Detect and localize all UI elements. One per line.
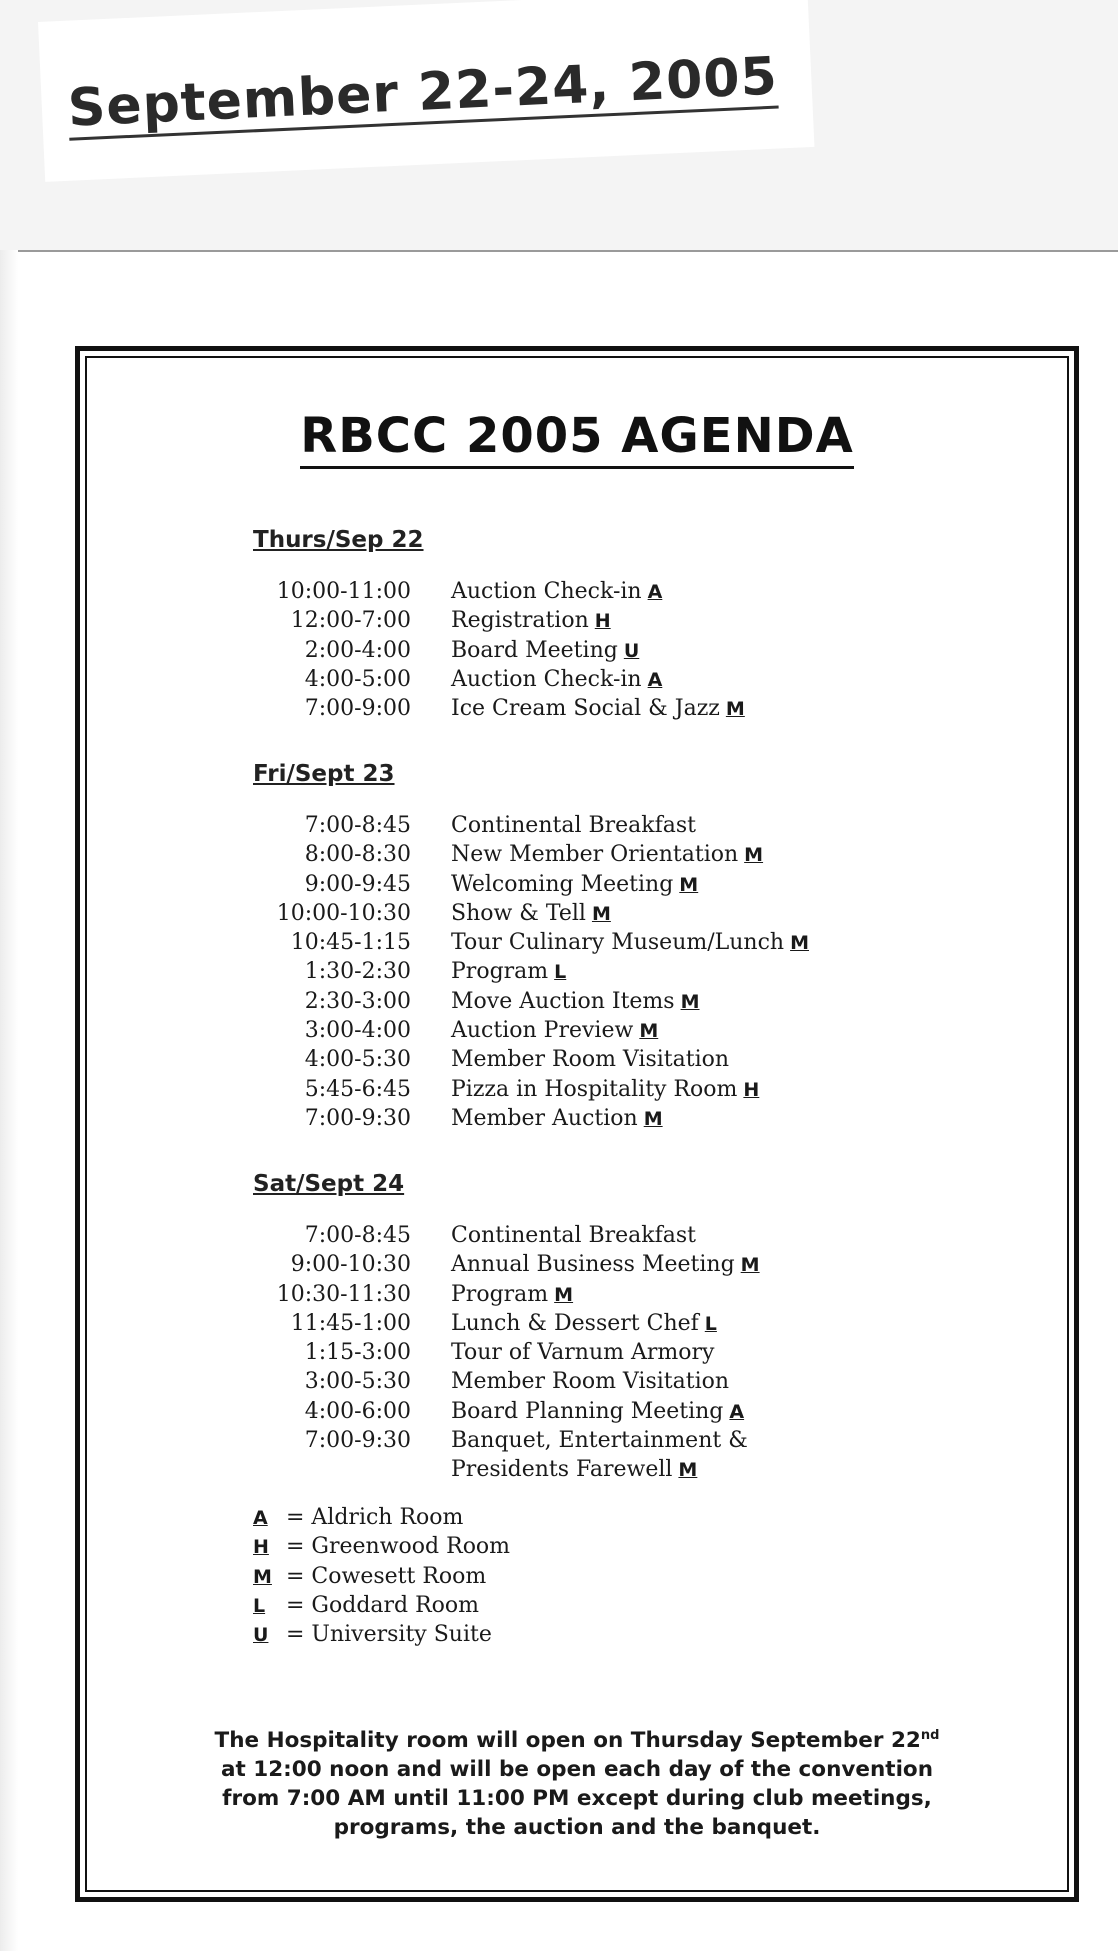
- event-time: 5:45-6:45: [304, 1076, 411, 1102]
- schedule-fri: [253, 811, 953, 1133]
- schedule-row: [253, 1221, 953, 1250]
- event-time: 7:00-9:00: [304, 696, 411, 722]
- event-time: 9:00-9:45: [304, 871, 411, 897]
- event-title: Ice Cream Social & Jazz: [451, 696, 720, 722]
- schedule-row: [253, 1045, 953, 1074]
- event-time: 7:00-8:45: [304, 813, 411, 838]
- legend-code: U: [253, 1624, 269, 1647]
- event-title: Auction Check-in: [451, 579, 642, 604]
- room-code: M: [790, 932, 809, 955]
- event-time: 2:00-4:00: [304, 637, 411, 663]
- event-title: Auction Check-in: [451, 666, 642, 692]
- schedule-row: [253, 636, 953, 665]
- day-heading-sat: Sat/Sept 24: [253, 1171, 405, 1197]
- event-time: 3:00-5:30: [304, 1369, 411, 1395]
- event-time: 10:30-11:30: [276, 1281, 411, 1307]
- schedule-thu: [253, 577, 953, 723]
- note-line-1-suffix: nd: [920, 1728, 940, 1743]
- date-clipping: [38, 0, 814, 182]
- schedule-row: [253, 899, 953, 928]
- schedule-row: [253, 694, 953, 723]
- room-code: M: [639, 1020, 659, 1043]
- event-title: Program: [451, 1281, 549, 1307]
- event-title: Member Room Visitation: [451, 1369, 730, 1395]
- event-time: 4:00-5:30: [304, 1047, 411, 1073]
- event-title: Presidents Farewell: [451, 1457, 673, 1483]
- room-code: H: [594, 610, 611, 633]
- schedule-row: [253, 811, 953, 840]
- schedule-row: [253, 577, 953, 606]
- legend-item: [253, 1562, 510, 1591]
- day-heading-fri: Fri/Sept 23: [253, 761, 395, 787]
- schedule-sat: [253, 1221, 953, 1485]
- legend-code: L: [253, 1594, 266, 1617]
- legend-item: [253, 1532, 510, 1561]
- schedule-row: [253, 840, 953, 869]
- legend-room: = University Suite: [286, 1622, 492, 1648]
- schedule-row: [253, 1250, 953, 1279]
- room-code: M: [679, 873, 699, 896]
- event-time: 7:00-8:45: [304, 1223, 411, 1248]
- event-time: 10:00-11:00: [276, 579, 411, 604]
- event-time: 12:00-7:00: [290, 608, 411, 634]
- note-line-1-text: The Hospitality room will open on Thursday September 22: [214, 1728, 921, 1754]
- schedule-row: [253, 606, 953, 635]
- legend-item: [253, 1591, 510, 1620]
- event-time: 10:00-10:30: [276, 900, 411, 926]
- event-time: 1:15-3:00: [304, 1340, 411, 1366]
- schedule-row: [253, 870, 953, 899]
- room-code: A: [647, 668, 663, 691]
- page-edge-shadow: [0, 250, 18, 1951]
- event-time: 4:00-5:00: [304, 666, 411, 692]
- schedule-row: [253, 1397, 953, 1426]
- note-line-4: programs, the auction and the banquet.: [333, 1815, 821, 1841]
- event-title: Show & Tell: [451, 900, 586, 926]
- room-code: M: [680, 990, 700, 1013]
- room-code: M: [678, 1459, 698, 1482]
- schedule-row: [253, 1309, 953, 1338]
- event-time: 4:00-6:00: [304, 1398, 411, 1424]
- event-title: Registration: [451, 608, 589, 634]
- room-code: A: [647, 581, 663, 603]
- note-line-3: from 7:00 AM until 11:00 PM except during club meetings,: [222, 1786, 932, 1812]
- legend-room: = Aldrich Room: [286, 1505, 464, 1530]
- hospitality-note: [140, 1721, 1014, 1842]
- schedule-row: [253, 1455, 953, 1484]
- legend-item: [253, 1620, 510, 1649]
- event-title: Continental Breakfast: [451, 1223, 697, 1248]
- event-title: Auction Preview: [451, 1018, 634, 1044]
- event-time: 8:00-8:30: [304, 842, 411, 868]
- event-time: 3:00-4:00: [304, 1018, 411, 1044]
- schedule-row: [253, 1016, 953, 1045]
- event-time: 2:30-3:00: [304, 988, 411, 1014]
- room-code: L: [554, 961, 567, 984]
- legend-room: = Goddard Room: [286, 1592, 480, 1618]
- event-title: Member Room Visitation: [451, 1047, 730, 1073]
- note-line-1: [140, 1721, 1014, 1755]
- legend-code: A: [253, 1507, 268, 1529]
- room-code: M: [643, 1107, 663, 1130]
- event-title: Banquet, Entertainment &: [451, 1428, 748, 1454]
- room-code: U: [623, 639, 640, 662]
- schedule-row: [253, 665, 953, 694]
- clipping-date: September 22-24, 2005: [67, 49, 779, 141]
- schedule-row: [253, 1280, 953, 1309]
- event-time: 1:30-2:30: [304, 959, 411, 985]
- room-legend: [253, 1503, 510, 1649]
- room-code: M: [591, 902, 611, 925]
- room-code: M: [725, 698, 745, 721]
- event-title: Continental Breakfast: [451, 813, 697, 838]
- note-line-2: at 12:00 noon and will be open each day of the convention: [220, 1757, 934, 1783]
- agenda-frame: [75, 346, 1079, 1902]
- clipping-strip: [0, 0, 1118, 252]
- schedule-row: [253, 928, 953, 957]
- event-title: Annual Business Meeting: [451, 1252, 735, 1278]
- day-heading-thu: Thurs/Sep 22: [253, 527, 424, 553]
- event-title: Program: [451, 959, 549, 985]
- event-title: Member Auction: [451, 1105, 638, 1131]
- event-time: 7:00-9:30: [304, 1105, 411, 1131]
- room-code: M: [740, 1254, 760, 1277]
- event-title: Pizza in Hospitality Room: [451, 1076, 738, 1102]
- room-code: H: [743, 1078, 760, 1101]
- legend-item: [253, 1503, 510, 1532]
- event-title: Board Planning Meeting: [451, 1398, 724, 1424]
- schedule-row: [253, 1104, 953, 1133]
- agenda-title: [80, 408, 1074, 464]
- event-time: 7:00-9:30: [304, 1428, 411, 1454]
- legend-room: = Cowesett Room: [286, 1563, 487, 1589]
- schedule-row: [253, 1338, 953, 1367]
- agenda-title-text: RBCC 2005 AGENDA: [300, 408, 854, 469]
- legend-room: = Greenwood Room: [286, 1534, 511, 1560]
- schedule-row: [253, 1075, 953, 1104]
- event-title: Welcoming Meeting: [451, 871, 674, 897]
- room-code: A: [729, 1400, 745, 1423]
- room-code: L: [704, 1312, 717, 1335]
- room-code: M: [744, 844, 764, 867]
- event-title: Lunch & Dessert Chef: [451, 1310, 699, 1336]
- event-time: 11:45-1:00: [290, 1310, 411, 1336]
- event-title: Move Auction Items: [451, 988, 675, 1014]
- event-title: Board Meeting: [451, 637, 618, 663]
- schedule-row: [253, 957, 953, 986]
- event-title: New Member Orientation: [451, 842, 739, 868]
- event-time: 9:00-10:30: [290, 1252, 411, 1278]
- event-title: Tour Culinary Museum/Lunch: [451, 930, 785, 956]
- schedule-row: [253, 1367, 953, 1396]
- room-code: M: [554, 1283, 574, 1306]
- schedule-row: [253, 1426, 953, 1455]
- schedule-row: [253, 987, 953, 1016]
- legend-code: M: [253, 1565, 272, 1588]
- legend-code: H: [253, 1536, 269, 1559]
- event-time: 10:45-1:15: [290, 930, 411, 956]
- event-title: Tour of Varnum Armory: [451, 1340, 715, 1366]
